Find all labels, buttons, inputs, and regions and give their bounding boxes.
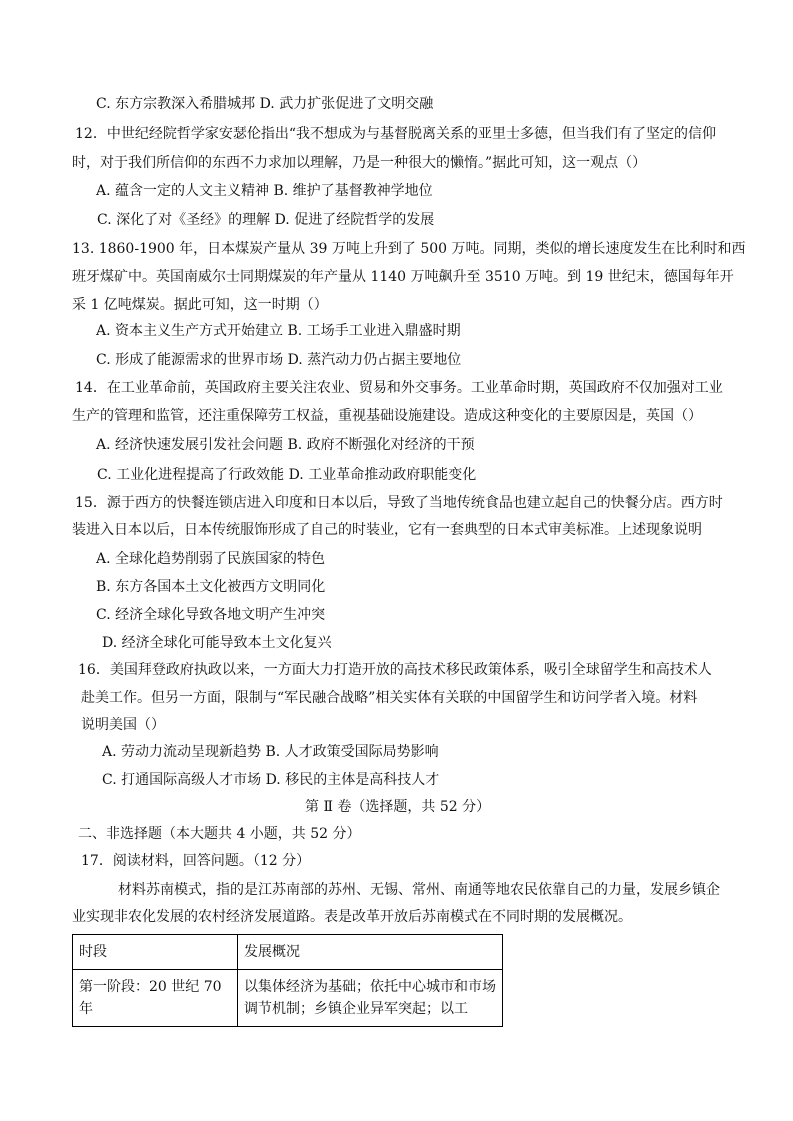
q13-stem-line2: 班牙煤矿中。英国南威尔士同期煤炭的年产量从 1140 万吨飙升至 3510 万吨。到 19 世纪末，德国每年开 xyxy=(72,269,734,285)
q16-options-cd: C. 打通国际高级人才市场 D. 移民的主体是高科技人才 xyxy=(102,772,440,788)
q15-stem-line2: 装进入日本以后，日本传统服饰形成了自己的时装业，它有一套典型的日本式审美标准。上述现象说明 xyxy=(72,522,702,538)
q12-stem-line1: 12．中世纪经院哲学家安瑟伦指出“我不想成为与基督脱离关系的亚里士多德，但当我们有了坚定的信仰 xyxy=(75,126,716,142)
q15-option-c: C. 经济全球化导致各地文明产生冲突 xyxy=(96,607,326,623)
q15-option-b: B. 东方各国本土文化被西方文明同化 xyxy=(96,579,326,595)
table-cell-period: 第一阶段：20 世纪 70 年 xyxy=(73,970,238,1027)
q12-options-ab: A. 蕴含一定的人文主义精神 B. 维护了基督教神学地位 xyxy=(96,183,433,199)
q15-option-d: D. 经济全球化可能导致本土文化复兴 xyxy=(102,635,332,651)
q16-stem-line2: 赴美工作。但另一方面，限制与“军民融合战略”相关实体有关联的中国留学生和访问学者入境。材料 xyxy=(81,690,698,706)
q13-options-ab: A. 资本主义生产方式开始建立 B. 工场手工业进入鼎盛时期 xyxy=(96,323,461,339)
q13-stem-line1: 13. 1860-1900 年，日本煤炭产量从 39 万吨上升到了 500 万吨。同期，类似的增长速度发生在比利时和西 xyxy=(72,241,746,257)
q14-options-cd: C. 工业化进程提高了行政效能 D. 工业革命推动政府职能变化 xyxy=(97,467,477,483)
q15-stem-line1: 15．源于西方的快餐连锁店进入印度和日本以后，导致了当地传统食品也建立起自己的快餐分店。西方时 xyxy=(75,495,723,511)
q12-options-cd: C. 深化了对《圣经》的理解 D. 促进了经院哲学的发展 xyxy=(97,212,435,228)
q14-options-ab: A. 经济快速发展引发社会问题 B. 政府不断强化对经济的干预 xyxy=(96,437,475,453)
part2-heading: 第 Ⅱ 卷（选择题，共 52 分） xyxy=(305,799,491,815)
q16-stem-line1: 16．美国拜登政府执政以来，一方面大力打造开放的高技术移民政策体系，吸引全球留学生和高技术人 xyxy=(78,662,712,678)
table-header-period: 时段 xyxy=(73,935,238,970)
table-row xyxy=(73,970,503,1027)
section2-title: 二、非选择题（本大题共 4 小题，共 52 分） xyxy=(78,826,361,842)
q14-stem-line2: 生产的管理和监管，还注重保障劳工权益，重视基础设施建设。造成这种变化的主要原因是，英国（） xyxy=(72,408,702,424)
table-header-overview: 发展概况 xyxy=(238,935,503,970)
table-header-row xyxy=(73,935,503,970)
q17-stem: 17．阅读材料，回答问题。（12 分） xyxy=(81,853,311,869)
q16-options-ab: A. 劳动力流动呈现新趋势 B. 人才政策受国际局势影响 xyxy=(102,744,439,760)
q17-material-table xyxy=(72,934,503,1027)
q17-material-line1: 材料苏南模式，指的是江苏南部的苏州、无锡、常州、南通等地农民依靠自己的力量，发展乡镇企 xyxy=(118,882,720,898)
q14-stem-line1: 14．在工业革命前，英国政府主要关注农业、贸易和外交事务。工业革命时期，英国政府不仅加强对工业 xyxy=(75,380,723,396)
q13-options-cd: C. 形成了能源需求的世界市场 D. 蒸汽动力仍占据主要地位 xyxy=(96,352,462,368)
table-cell-overview: 以集体经济为基础；依托中心城市和市场调节机制；乡镇企业异军突起；以工 xyxy=(238,970,503,1027)
q15-option-a: A. 全球化趋势削弱了民族国家的特色 xyxy=(96,551,326,567)
q12-stem-line2: 时，对于我们所信仰的东西不力求加以理解，乃是一种很大的懒惰。”据此可知，这一观点（） xyxy=(72,155,647,171)
q11-options-cd: C. 东方宗教深入希腊城邦 D. 武力扩张促进了文明交融 xyxy=(96,96,434,112)
q17-material-line2: 业实现非农化发展的农村经济发展道路。表是改革开放后苏南模式在不同时期的发展概况。 xyxy=(72,909,632,925)
q13-stem-line3: 采 1 亿吨煤炭。据此可知，这一时期（） xyxy=(72,297,328,313)
q16-stem-line3: 说明美国（） xyxy=(81,717,165,733)
